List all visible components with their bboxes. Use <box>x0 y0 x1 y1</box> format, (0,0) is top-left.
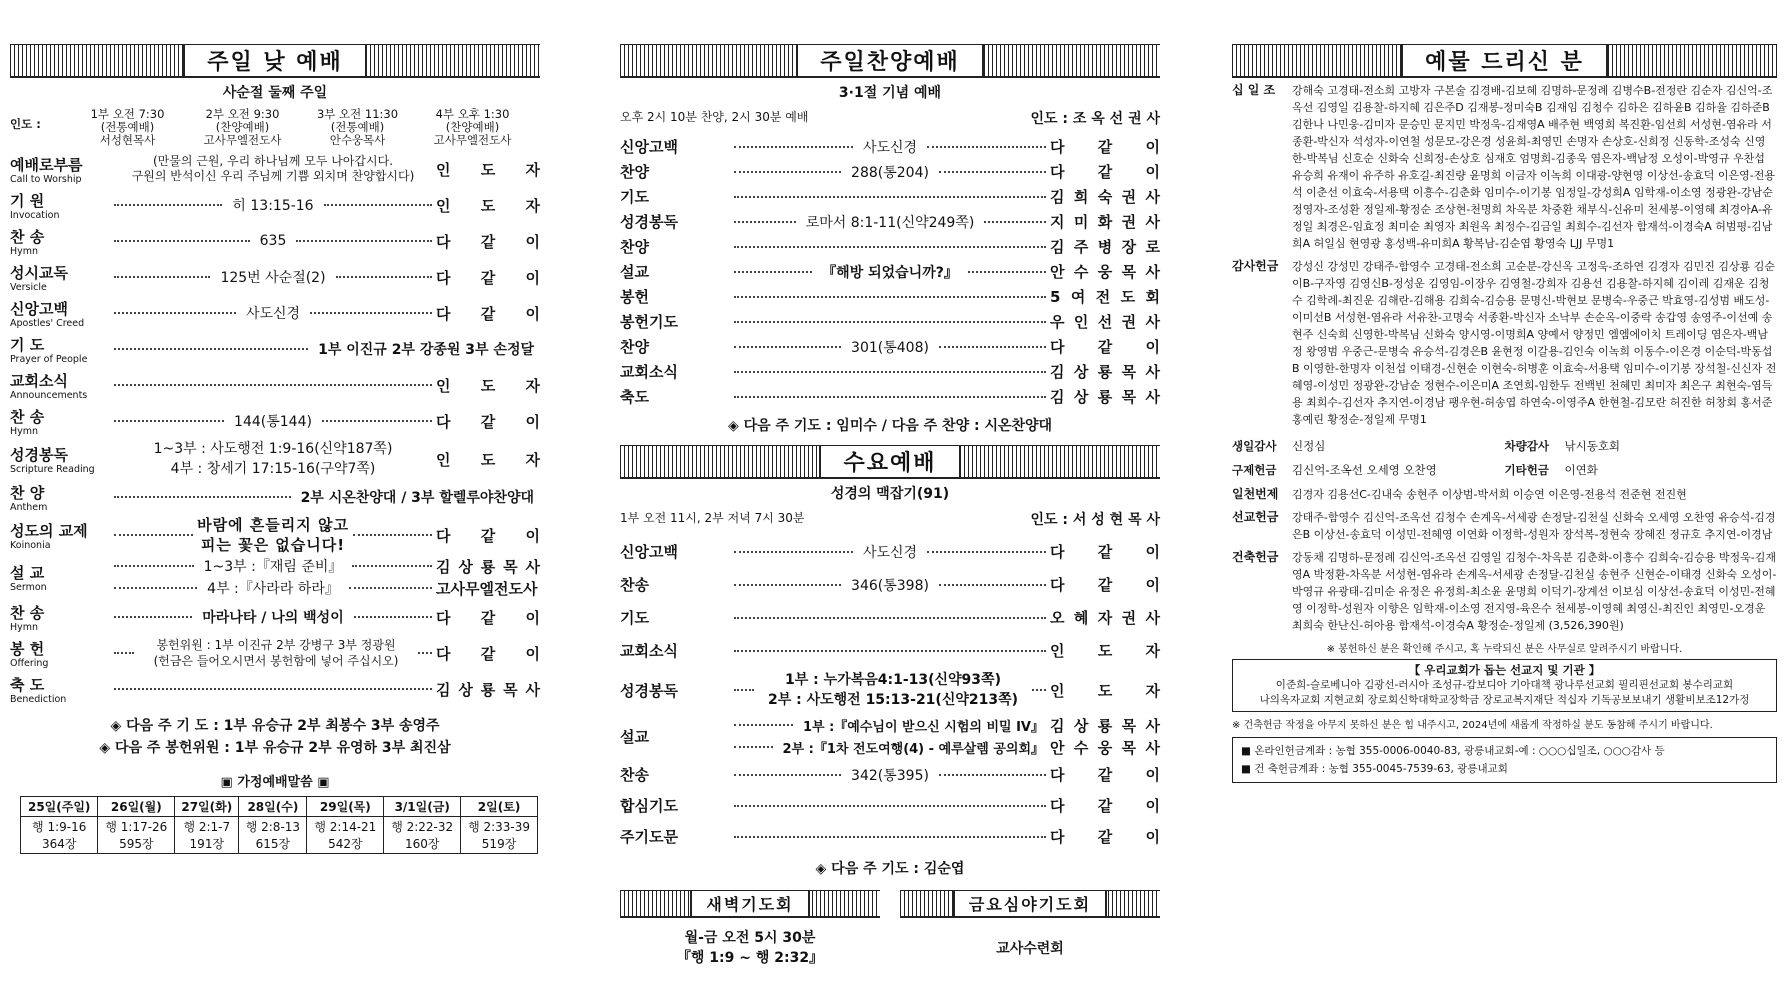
build-notice: ※ 건축헌금 작정을 아무지 못하신 분은 힘 내주시고, 2024년에 새롭게 작정하실 분도 동참해 주시기 바랍니다. <box>1232 720 1713 731</box>
sunday-service-title: 주일 낮 예배 <box>183 45 367 76</box>
wed-sermon-row: 설교 1부 :『예수님이 받으신 시험의 비밀 IV』 김 상 룡 목 사 2부 :『1차 전도여행(4) - 예루살렘 공의회』 안 수 웅 목 사 <box>620 716 1160 757</box>
wednesday-next: ◈ 다음 주 기도 : 김순엽 <box>815 861 965 877</box>
order-item: 신앙고백 Apostles' Creed 사도신경 다 같 이 <box>10 299 541 329</box>
order-item: 주기도문 다 같 이 <box>620 828 1160 846</box>
mission-box: 【 우리교회가 돕는 선교지 및 기관 】 이준희-슬로베니아 김광선-러시아 조성규-캄보디아 기아대책 광나루선교회 필리핀선교회 봉수리교회 나의옥자교회 지현교회 장로회신학대학교장학금 장로교복지재단 적십자 기독공보보내기 생활비보조12가정 <box>1232 659 1777 712</box>
sunday-service-header <box>10 44 540 78</box>
order-item: 봉헌 5 여 전 도 회 <box>620 288 1160 306</box>
announcements-row: 교회소식 Announcements 인 도 자 <box>10 371 540 401</box>
praise-next: ◈ 다음 주 기도 : 임미수 / 다음 주 찬양 : 시온찬양대 <box>727 418 1053 434</box>
mission-group: 선교헌금 강태주-함영수 김신억-조옥선 김청수 손계옥-서세광 손정달-김천실 신화숙 오세영 오찬영 유승석-김경은B 이상선-송효덕 이성민-전혜영 이연화 이정학-성원자 장석복-정현숙 장혜진 정규호 추지연-이경남 <box>1232 510 1776 541</box>
prayer-meetings <box>620 890 1160 968</box>
family-worship-table <box>20 796 538 854</box>
koinonia-row: 성도의 교제 Koinonia 바람에 흔들리지 않고 피는 꽃은 없습니다! 다 같 이 <box>10 516 541 554</box>
table-row: 행 1:9-16 364장 행 1:17-26 595장 행 2:1-7 191장 행 2:8-13 615장 행 2:14-21 542장 행 2:22-32 160장 행 2:33-39 519장 <box>21 817 538 854</box>
order-item: 기도 김 희 숙 권 사 <box>620 188 1160 206</box>
offerings-header <box>1232 44 1777 78</box>
next-prayer: ◈ 다음 주 기 도 : 1부 유승규 2부 최봉수 3부 송영주 <box>110 718 440 734</box>
praise-subtitle: 3·1절 기념 예배 <box>838 85 942 101</box>
hymn-row: 찬 송 Hymn 144(통144) 다 같 이 <box>10 407 540 437</box>
order-item: 찬양 301(통408) 다 같 이 <box>620 338 1160 356</box>
hymn-row-3: 찬 송 Hymn 마라나타 / 나의 백성이 다 같 이 <box>10 603 541 633</box>
sunday-service-column <box>10 44 540 854</box>
sermon-row: 설 교 Sermon 1~3부 :『재림 준비』 김 상 룡 목 사 4부 :『사라라 하라』 고사무엘전도사 <box>10 557 541 598</box>
dawn-prayer: 새벽기도회 월-금 오전 5시 30분 『행 1:9 ~ 행 2:32』 <box>620 890 880 968</box>
wednesday-header <box>620 445 1160 479</box>
order-item: 찬양 288(통204) 다 같 이 <box>620 163 1160 181</box>
order-item: 성경봉독 로마서 8:1-11(신약249쪽) 지 미 화 권 사 <box>620 213 1161 231</box>
order-item: 교회소식 김 상 룡 목 사 <box>620 363 1160 381</box>
service-4: 4부 오후 1:30 (찬양예배) 고사무엘전도사 <box>433 107 512 147</box>
offerings-title: 예물 드리신 분 <box>1401 45 1608 76</box>
order-item: 신앙고백 사도신경 다 같 이 <box>620 138 1161 156</box>
service-2: 2부 오전 9:30 (찬양예배) 고사무엘전도사 <box>203 107 282 147</box>
order-item: 교회소식 인 도 자 <box>620 642 1160 660</box>
offering-row: 봉 헌 Offering 봉헌위원 : 1부 이진규 2부 강병구 3부 정광원 (헌금은 들어오시면서 봉헌함에 넣어 주십시오) 다 같 이 <box>10 638 540 669</box>
tithe-group: 십 일 조 강해숙 고경태-전소희 고방자 구본술 김경배-김보혜 김명하-문정례 김병수B-전정란 김순자 김신억-조옥선 김영일 김용찰-하지혜 김은주D 김재봉-정미숙B 김재임 김청수 김하은 김하윤B 김하율 김하준B 김한나 나민웅-김미자 문승민 문지민 박정욱-김재영A 배주현 백영희 복진환-임선희 서성현-염유라 서종환-박신자 석성자-이연철 성문모-강은경 성윤희-최영민 손명자 손상호-신희정 신동학-조성숙 신영한-박복님 신호순 신화숙 신희정-손상호 심재호 엄명희-김종욱 염은자-백남정 오성이-박영규 우찬섭 유승희 유재이 유주하 유호길-최진량 윤명희 이금자 이녹희 이대광-양현영 이상선-송효덕 이은영-전용석 이춘선 이효숙-서용택 이흥수-김춘화 임미수-이기봉 임정일-강성희A 임학재-이소영 정광완-강남순 정영자-조성환 정일제-황정순 조상현-천명희 차옥분 차중환 채부식-신유미 천세봉-이영혜 최경아A-유정일 최경은-임효정 최미순 최영자 최원옥 최정수-김금일 최희수-김선자 함재석-이경숙A 허범평-김남희A 허일심 현영광 홍성백-유미희A 황복남-김순엽 황영숙 LJJ 무명1 <box>1232 83 1776 250</box>
table-row: 25일(주일) 26일(월) 27일(화) 28일(수) 29일(목) 3/1일(금) 2일(토) <box>21 797 538 817</box>
sunday-subtitle: 사순절 둘째 주일 <box>222 85 328 101</box>
service-1: 1부 오전 7:30 (전통예배) 서성현목사 <box>90 107 165 147</box>
order-item: 찬양 김 주 병 장 로 <box>620 238 1160 256</box>
wed-scripture-row: 성경봉독 1부 : 누가복음4:1-13(신약93쪽) 2부 : 사도행전 15:13-21(신약213쪽) 인 도 자 <box>620 672 1160 708</box>
order-item: 찬 송 Hymn 635 다 같 이 <box>10 227 541 257</box>
order-item: 봉헌기도 우 인 선 권 사 <box>620 313 1160 331</box>
prayer-row: 기 도 Prayer of People 1부 이진규 2부 강종원 3부 손정달 <box>10 335 534 365</box>
order-item: 성시교독 Versicle 125번 사순절(2) 다 같 이 <box>10 263 541 293</box>
praise-service-column: 주일찬양예배 3·1절 기념 예배 오후 2시 10분 찬양, 2시 30분 예배 인도 : 조 옥 선 권 사 신앙고백 사도신경 다 같 이 찬양 288(통204) 다 같 이 기도 김 희 숙 권 사 성경봉독 로마서 8:1-11(신약249쪽) 지 미 화 권 사 찬양 김 주 병 장 로 설교 『해방 되었습니까?』 안 수 웅 목 사 봉헌 5 여 전 도 회 봉헌기도 우 인 선 권 사 찬양 301(통408) 다 같 이 교회소식 김 상 룡 목 사 축도 김 상 룡 목 사 ◈ 다음 주 기도 : 임미수 / 다음 주 찬양 : 시온찬양대 수요예배 성경의 맥잡기(91) 1부 오전 11시, 2부 저녁 7시 30분 인도 : 서 성 현 목 사 신앙고백 사도신경 다 같 이 찬송 346(통398) 다 같 이 기도 오 혜 자 권 사 교회소식 인 도 자 성경봉독 1부 : 누가복음4:1-13(신약93쪽) 2부 : 사도행전 15:13-21(신약213쪽) 인 도 자 설교 1부 :『예수님이 받으신 시험의 비밀 IV』 김 상 룡 목 사 2부 :『1차 전도여행(4) - 예루살렘 공의회』 안 수 웅 목 사 찬송 342(통395) 다 같 이 합심기도 다 같 이 주기도문 다 같 이 ◈ 다음 주 기도 : 김순엽 새벽기도회 월-금 오전 5시 30분 『행 1:9 ~ 행 2:32』 금요심야기도회 교사수련회 <box>620 44 1160 968</box>
thanks-group: 감사헌금 강성신 강성민 강태주-함영수 고경태-전소희 고순분-강신옥 고정욱-조하연 김경자 김민진 김상룡 김순이B-구자영 김영신B-정성운 김영임-이장우 김영철-강희자 김용선 김용찰-하지혜 김이레 김재운 김청수 김학례-최진운 김해란-김해용 김희숙-김승용 문명신-박현보 문병숙-우중근 박효영-김성범 배도성-이미선B 서성현-염유라 서유찬-고명숙 서종환-박신자 소낙부 손순옥-이중락 송갑영 송영주-이선예 송현주 신숙희 신영한-박복님 신화숙 양시영-이명희A 양예서 양정민 엠엠에이치 트레이딩 염은자-백남정 왕영범 우중근-문병숙 유승석-김경은B 윤현정 이갈용-김인숙 이녹희 이동수-이은경 이순덕-박동섭B 이영한-한명자 이천섭 이태경-신현순 이현숙-허병훈 이효숙-서용택 임미수-이기봉 장석철-신신자 전혜영-이성민 정광완-강남순 정현수-이은미A 조연희-임한두 전백빈 천혜민 최미자 최은구 최현숙-염득용 최희수-김선자 추지연-이경남 팽우현-허송엽 하연숙-이영주A 한현철-김모란 허진한 허창회 홍서준 홍예린 황정순-정일제 무명1 <box>1232 259 1777 426</box>
offering-notice: ※ 봉헌하신 분은 확인해 주시고, 혹 누락되신 분은 사무실로 알려주시기 바랍니다. <box>1326 644 1683 655</box>
order-item: 합심기도 다 같 이 <box>620 797 1160 815</box>
order-item: 신앙고백 사도신경 다 같 이 <box>620 543 1161 561</box>
order-item: 기도 오 혜 자 권 사 <box>620 609 1160 627</box>
friday-prayer: 금요심야기도회 교사수련회 <box>900 890 1160 968</box>
order-item: 설교 『해방 되었습니까?』 안 수 웅 목 사 <box>620 263 1161 281</box>
service-times <box>10 108 540 147</box>
wednesday-subtitle: 성경의 맥잡기(91) <box>830 486 950 502</box>
offerings-column: 예물 드리신 분 십 일 조 강해숙 고경태-전소희 고방자 구본술 김경배-김보혜 김명하-문정례 김병수B-전정란 김순자 김신억-조옥선 김영일 김용찰-하지혜 김은주D 김재봉-정미숙B 김재임 김청수 김하은 김하윤B 김하율 김하준B 김한나 나민웅-김미자 문승민 문지민 박정욱-김재영A 배주현 백영희 복진환-임선희 서성현-염유라 서종환-박신자 석성자-이연철 성문모-강은경 성윤희-최영민 손명자 손상호-신희정 신동학-조성숙 신영한-박복님 신호순 신화숙 신희정-손상호 심재호 엄명희-김종욱 염은자-백남정 오성이-박영규 우찬섭 유승희 유재이 유주하 유호길-최진량 윤명희 이금자 이녹희 이대광-양현영 이상선-송효덕 이은영-전용석 이춘선 이효숙-서용택 이흥수-김춘화 임미수-이기봉 임정일-강성희A 임학재-이소영 정광완-강남순 정영자-조성환 정일제-황정순 조상현-천명희 차옥분 차중환 채부식-신유미 천세봉-이영혜 최경아A-유정일 최경은-임효정 최미순 최영자 최원옥 최정수-김금일 최희수-김선자 함재석-이경숙A 허범평-김남희A 허일심 현영광 홍성백-유미희A 황복남-김순엽 황영숙 LJJ 무명1 감사헌금 강성신 강성민 강태주-함영수 고경태-전소희 고순분-강신옥 고정욱-조하연 김경자 김민진 김상룡 김순이B-구자영 김영신B-정성운 김영임-이장우 김영철-강희자 김용선 김용찰-하지혜 김이레 김재운 김청수 김학례-최진운 김해란-김해용 김희숙-김승용 문명신-박현보 문병숙-우중근 박효영-김성범 배도성-이미선B 서성현-염유라 서유찬-고명숙 서종환-박신자 소낙부 손순옥-이중락 송갑영 송영주-이선예 송현주 신숙희 신영한-박복님 신화숙 양시영-이명희A 양예서 양정민 엠엠에이치 트레이딩 염은자-백남정 왕영범 우중근-문병숙 유승석-김경은B 윤현정 이갈용-김인숙 이녹희 이동수-이은경 이순덕-박동섭B 이영한-한명자 이천섭 이태경-신현순 이현숙-허병훈 이효숙-서용택 임미수-이기봉 장석철-신신자 전혜영-이성민 정광완-강남순 정현수-이은미A 조연희-임한두 전백빈 천혜민 최미자 최은구 최현숙-염득용 최희수-김선자 추지연-이경남 팽우현-허송엽 하연숙-이영주A 한현철-김모란 허진한 허창회 홍서준 홍예린 황정순-정일제 무명1 생일감사 신정심 차량감사 낚시동호회 구제헌금 김신억-조옥선 오세영 오찬영 기타헌금 이연화 일천번제 김경자 김용선C-김내숙 송현주 이상범-박서희 이승연 이은영-전용석 전준현 전진현 선교헌금 강태주-함영수 김신억-조옥선 김청수 손계옥-서세광 손정달-김천실 신화숙 오세영 오찬영 유승석-김경은B 이상선-송효덕 이성민-전혜영 이연화 이정학-성원자 장석복-정현숙 장혜진 정규호 추지연-이경남 건축헌금 강동채 김명하-문정례 김신억-조옥선 김영일 김청수-차옥분 김춘화-이흥수 김희숙-김승용 박정욱-김재영A 박정환-차옥분 서성현-염유라 손계옥-서세광 손정달-김천실 송현주 신현순-이태경 신화숙 오성이-박영규 유광태-김미순 유정은 유정희-최소윤 윤명희 이덕기-장계선 이보심 이상선-송효덕 이성민-전혜영 이정학-성원자 이향은 임학재-이소영 전지영-육은수 천세봉-이영혜 최영신-최진인 최영민-오경운 최희숙 한난신-허아용 함재석-이경숙A 황정순-정일제 (3,526,390원) ※ 봉헌하신 분은 확인해 주시고, 혹 누락되신 분은 사무실로 알려주시기 바랍니다. 【 우리교회가 돕는 선교지 및 기관 】 이준희-슬로베니아 김광선-러시아 조성규-캄보디아 기아대책 광나루선교회 필리핀선교회 봉수리교회 나의옥자교회 지현교회 장로회신학대학교장학금 장로교복지재단 적십자 기독공보보내기 생활비보조12가정 ※ 건축헌금 작정을 아무지 못하신 분은 힘 내주시고, 2024년에 새롭게 작정하실 분도 동참해 주시기 바랍니다. ■ 온라인헌금계좌 : 농협 355-0006-0040-83, 광릉내교회-예 : ○○○십일조, ○○○감사 등 ■ 건 축헌금계좌 : 농협 355-0045-7539-63, 광릉내교회 <box>1232 44 1777 783</box>
service-3: 3부 오전 11:30 (전통예배) 안수웅목사 <box>316 107 399 147</box>
order-item: 찬송 346(통398) 다 같 이 <box>620 576 1160 594</box>
call-to-worship-row: 예배로부름 Call to Worship (만물의 근원, 우리 하나님께 모두 나아갑시다. 구원의 반석이신 우리 주님께 기쁨 외치며 찬양합시다) 인 도 자 <box>10 154 540 185</box>
order-item: 찬송 342(통395) 다 같 이 <box>620 766 1160 784</box>
anthem-row: 찬 양 Anthem 2부 시온찬양대 / 3부 할렐루야찬양대 <box>10 483 534 513</box>
wednesday-title: 수요예배 <box>819 446 960 477</box>
build-group: 건축헌금 강동채 김명하-문정례 김신억-조옥선 김영일 김청수-차옥분 김춘화-이흥수 김희숙-김승용 박정욱-김재영A 박정환-차옥분 서성현-염유라 손계옥-서세광 손정달-김천실 송현주 신현순-이태경 신화숙 오성이-박영규 유광태-김미순 유정은 유정희-최소윤 윤명희 이덕기-장계선 이보심 이상선-송효덕 이성민-전혜영 이정학-성원자 이향은 임학재-이소영 전지영-육은수 천세봉-이영혜 최영신-최진인 최영민-오경운 최희숙 한난신-허아용 함재석-이경숙A 황정순-정일제 (3,526,390원) <box>1232 550 1777 632</box>
family-worship-title: ▣ 가정예배말씀 ▣ <box>220 775 330 790</box>
praise-service-title: 주일찬양예배 <box>796 45 984 76</box>
order-item: 기 원 Invocation 히 13:15-16 인 도 자 <box>10 191 540 221</box>
scripture-row: 성경봉독 Scripture Reading 1~3부 : 사도행전 1:9-16(신약187쪽) 4부 : 창세기 17:15-16(구약7쪽) 인 도 자 <box>10 441 540 477</box>
order-item: 축도 김 상 룡 목 사 <box>620 388 1160 406</box>
next-offering: ◈ 다음 주 봉헌위원 : 1부 유승규 2부 유영하 3부 최진삼 <box>99 740 451 756</box>
oneday-group: 일천번제 김경자 김용선C-김내숙 송현주 이상범-박서희 이승연 이은영-전용석 전준현 전진현 <box>1232 487 1687 501</box>
account-box: ■ 온라인헌금계좌 : 농협 355-0006-0040-83, 광릉내교회-예 : ○○○십일조, ○○○감사 등 ■ 건 축헌금계좌 : 농협 355-0045-7539-63, 광릉내교회 <box>1232 737 1777 783</box>
intro-label: 인도 : <box>10 117 41 131</box>
benediction-row: 축 도 Benediction 김 상 룡 목 사 <box>10 675 540 705</box>
praise-service-header <box>620 44 1160 78</box>
